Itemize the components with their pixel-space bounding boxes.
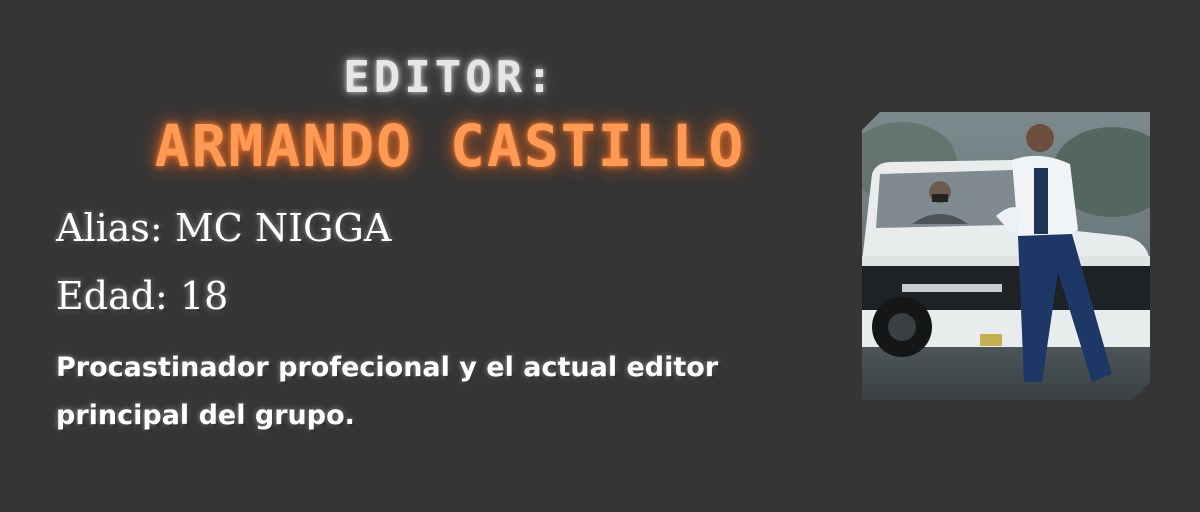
alias-value: MC NIGGA bbox=[174, 206, 392, 250]
role-label: EDITOR: bbox=[343, 52, 557, 103]
age-value: 18 bbox=[179, 274, 229, 318]
age-line bbox=[56, 274, 228, 318]
editor-name: ARMANDO CASTILLO bbox=[154, 112, 746, 180]
age-label: Edad: bbox=[56, 274, 168, 318]
bio-text: Procastinador profecional y el actual editor principal del grupo. bbox=[56, 352, 719, 431]
profile-photo bbox=[862, 112, 1150, 400]
alias-line bbox=[56, 206, 391, 250]
alias-label: Alias: bbox=[56, 206, 163, 250]
